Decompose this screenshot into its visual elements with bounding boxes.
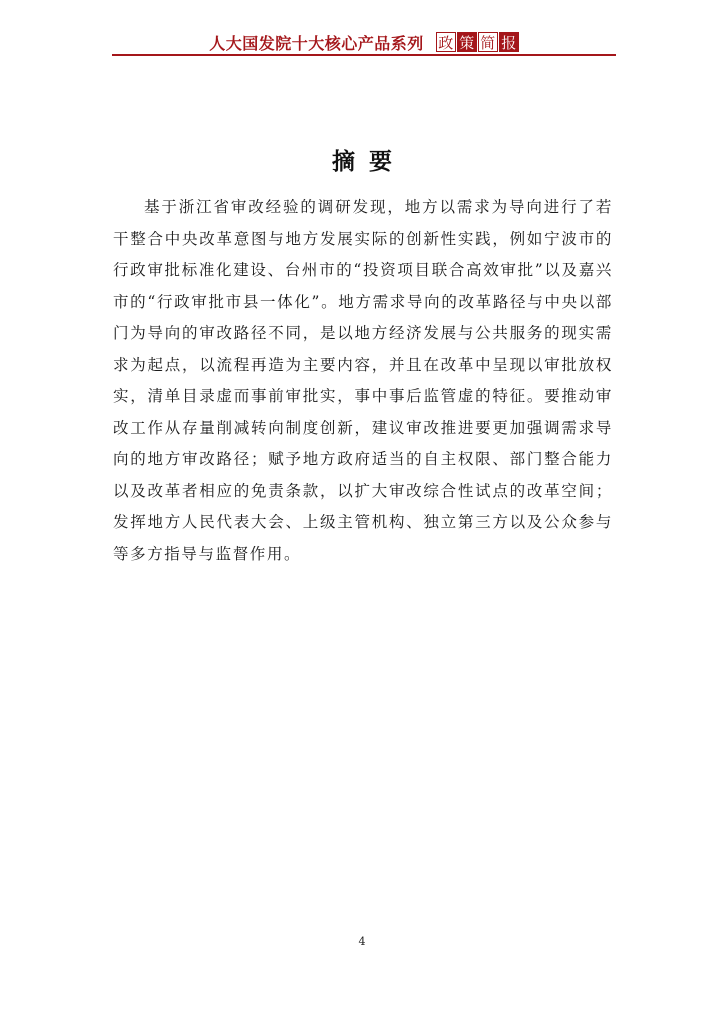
brand-char-3: 简: [478, 32, 498, 52]
running-header: [112, 30, 616, 54]
brand-char-1: 政: [436, 32, 456, 52]
header-series-title: 人大国发院十大核心产品系列: [209, 33, 424, 53]
page-number: 4: [358, 935, 366, 948]
brand-char-2: 策: [457, 32, 477, 52]
header-brand: [436, 32, 519, 52]
brand-char-4: 报: [499, 32, 519, 52]
abstract-paragraph: 基于浙江省审改经验的调研发现，地方以需求为导向进行了若干整合中央改革意图与地方发展实际的创新性实践，例如宁波市的行政审批标准化建设、台州市的“投资项目联合高效审批”以及嘉兴市的“行政审批市县一体化”。地方需求导向的改革路径与中央以部门为导向的审改路径不同，是以地方经济发展与公共服务的现实需求为起点，以流程再造为主要内容，并且在改革中呈现以审批放权实，清单目录虚而事前审批实，事中事后监管虚的特征。要推动审改工作从存量削减转向制度创新，建议审改推进要更加强调需求导向的地方审改路径；赋予地方政府适当的自主权限、部门整合能力以及改革者相应的免责条款，以扩大审改综合性试点的改革空间；发挥地方人民代表大会、上级主管机构、独立第三方以及公众参与等多方指导与监督作用。: [113, 198, 613, 563]
section-title: 摘要: [332, 148, 406, 175]
header-divider: [112, 54, 616, 56]
